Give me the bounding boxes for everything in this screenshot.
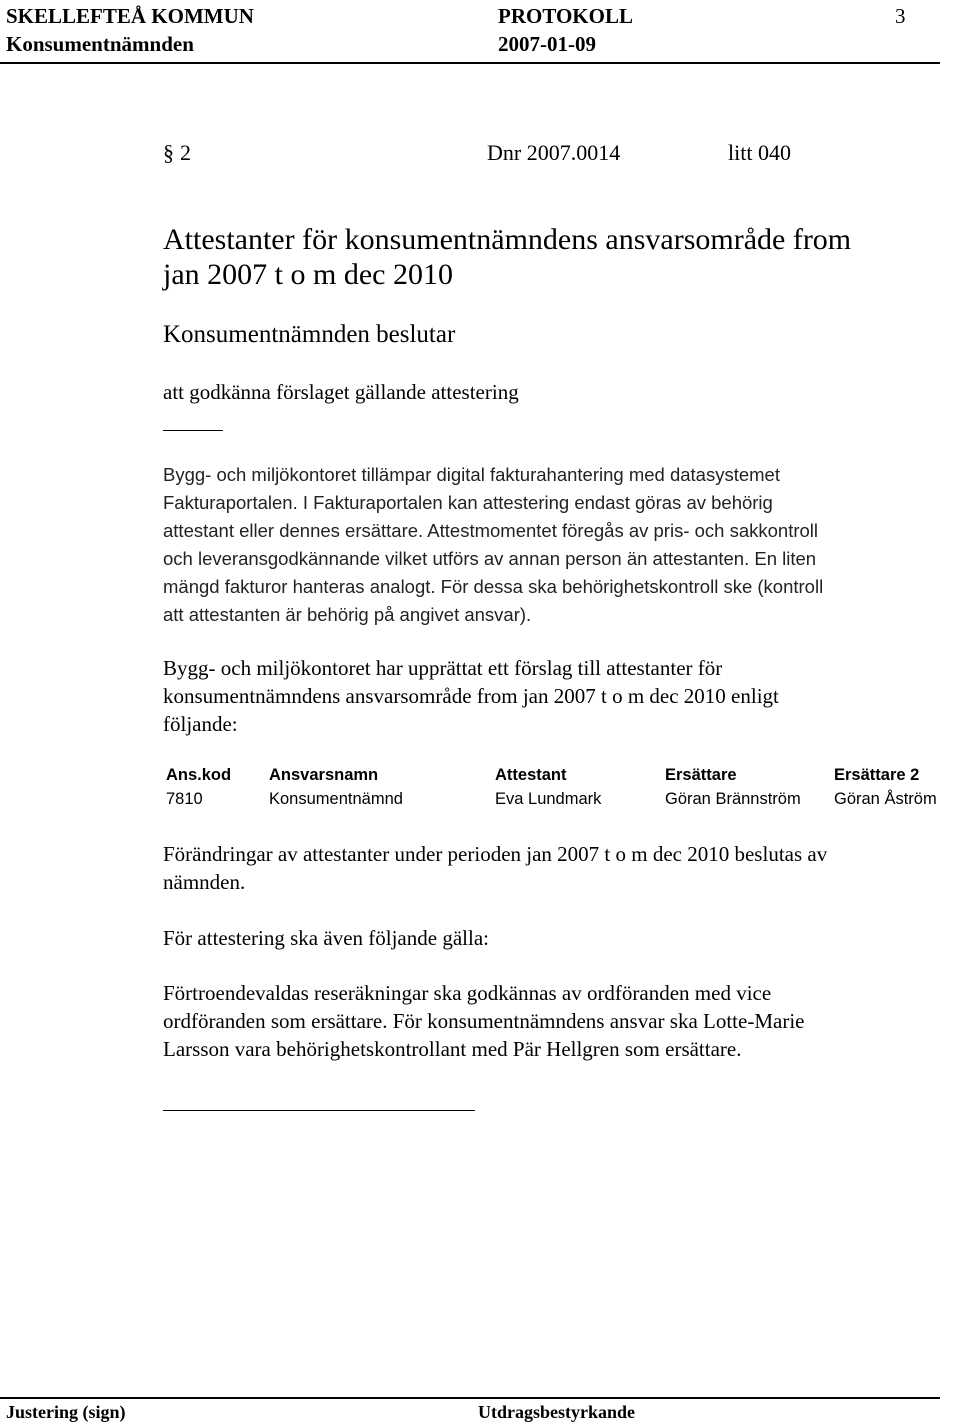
title-line-2: jan 2007 t o m dec 2010	[163, 258, 453, 291]
table-cell-attestant: Eva Lundmark	[495, 790, 602, 808]
decision-text: att godkänna förslaget gällande attestering	[163, 380, 519, 404]
footer-justering: Justering (sign)	[6, 1402, 126, 1422]
paragraph-line: konsumentnämndens ansvarsområde from jan 2007 t o m dec 2010 enligt	[163, 684, 779, 708]
header-rule	[0, 62, 940, 64]
dnr: Dnr 2007.0014	[487, 140, 621, 165]
paragraph-line: och leveransgodkännande vilket utförs av annan person än attestanten. En liten	[163, 548, 817, 569]
committee-name: Konsumentnämnden	[6, 32, 194, 56]
paragraph-line: Bygg- och miljökontoret har upprättat ett förslag till attestanter för	[163, 656, 723, 680]
body-paragraph-1	[163, 461, 953, 629]
decision-short-rule	[163, 430, 223, 431]
body-paragraph-3	[163, 840, 953, 896]
attestant-table	[163, 764, 959, 812]
paragraph-line: ordföranden som ersättare. För konsumentnämndens ansvar ska Lotte-Marie	[163, 1009, 805, 1033]
footer-utdragsbestyrkande: Utdragsbestyrkande	[478, 1402, 636, 1422]
paragraph-line: nämnden.	[163, 870, 246, 894]
table-header-ersattare-2: Ersättare 2	[834, 766, 920, 784]
title-line-1: Attestanter för konsumentnämndens ansvarsområde from	[163, 223, 852, 256]
paragraph-line: Förändringar av attestanter under perioden jan 2007 t o m dec 2010 beslutas av	[163, 842, 828, 866]
table-cell-ans-kod: 7810	[166, 790, 203, 808]
paragraph-line: attestant eller dennes ersättare. Attestmomentet föregås av pris- och sakkontroll	[163, 520, 819, 541]
table-cell-ansvarsnamn: Konsumentnämnd	[269, 790, 403, 808]
paragraph-line: följande:	[163, 712, 238, 736]
body-paragraph-2	[163, 654, 953, 738]
section-sign: §	[163, 140, 174, 165]
closing-rule	[163, 1110, 475, 1111]
litt: litt 040	[728, 140, 791, 165]
doc-date: 2007-01-09	[498, 32, 596, 56]
org-name: SKELLEFTEÅ KOMMUN	[6, 4, 254, 28]
table-header-ersattare: Ersättare	[665, 766, 737, 784]
table-cell-ersattare-2: Göran Åström	[834, 790, 937, 808]
decision-heading: Konsumentnämnden beslutar	[163, 321, 456, 348]
body-paragraph-4: För attestering ska även följande gälla:	[163, 926, 489, 950]
page-number: 3	[895, 4, 906, 28]
doc-type: PROTOKOLL	[498, 4, 633, 28]
table-header-attestant: Attestant	[495, 766, 567, 784]
paragraph-line: Bygg- och miljökontoret tillämpar digital fakturahantering med datasystemet	[163, 464, 780, 485]
table-header-ansvarsnamn: Ansvarsnamn	[269, 766, 379, 784]
paragraph-line: Förtroendevaldas reseräkningar ska godkännas av ordföranden med vice	[163, 981, 772, 1005]
footer-rule	[0, 1397, 940, 1399]
table-cell-ersattare: Göran Brännström	[665, 790, 801, 808]
table-header-ans-kod: Ans.kod	[166, 766, 232, 784]
paragraph-line: Larsson vara behörighetskontrollant med Pär Hellgren som ersättare.	[163, 1037, 742, 1061]
case-number: 2	[180, 140, 191, 165]
body-paragraph-5	[163, 979, 953, 1063]
paragraph-line: att attestanten är behörig på angivet ansvar).	[163, 604, 532, 625]
paragraph-line: mängd fakturor hanteras analogt. För dessa ska behörighetskontroll ske (kontroll	[163, 576, 824, 597]
paragraph-line: Fakturaportalen. I Fakturaportalen kan attestering endast göras av behörig	[163, 492, 773, 513]
